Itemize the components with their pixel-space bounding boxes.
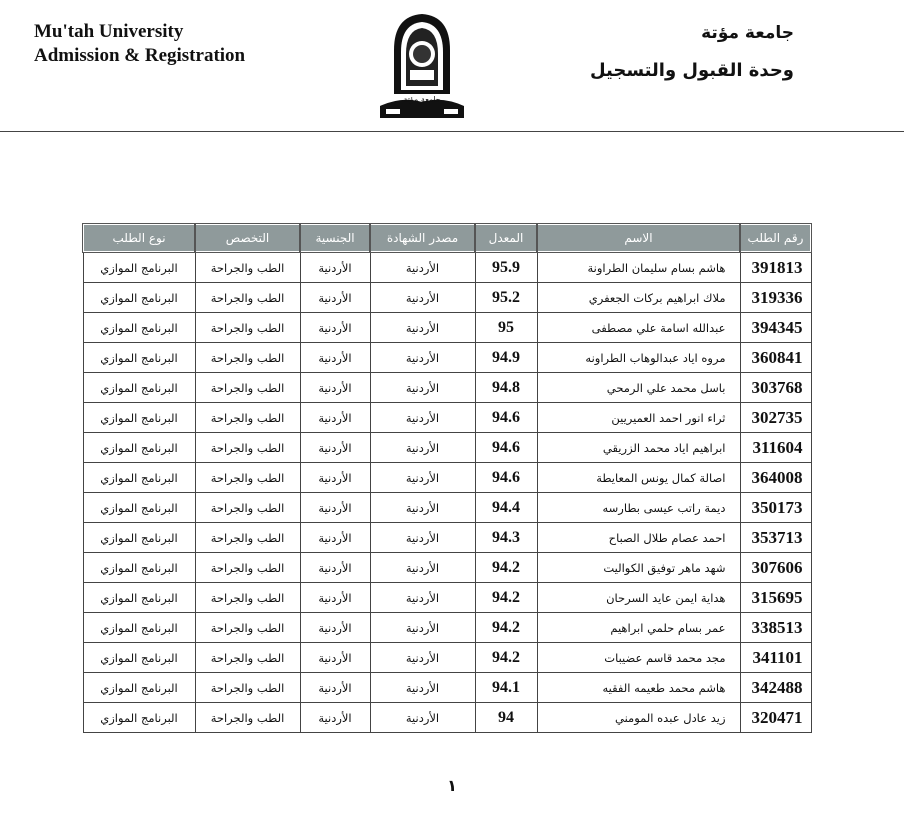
table-row [83, 403, 811, 433]
cell-source: الأردنية [370, 523, 475, 553]
cell-type: البرنامج الموازي [83, 613, 195, 643]
cell-type: البرنامج الموازي [83, 493, 195, 523]
cell-major: الطب والجراحة [195, 463, 300, 493]
cell-type: البرنامج الموازي [83, 252, 195, 283]
cell-source: الأردنية [370, 613, 475, 643]
table-row [83, 373, 811, 403]
cell-avg: 94.6 [475, 403, 537, 433]
cell-avg: 94.3 [475, 523, 537, 553]
cell-name: ابراهيم اياد محمد الزريقي [537, 433, 740, 463]
cell-avg: 94.9 [475, 343, 537, 373]
cell-major: الطب والجراحة [195, 643, 300, 673]
page-number: ١ [447, 776, 457, 795]
cell-name: شهد ماهر توفيق الكواليت [537, 553, 740, 583]
cell-name: ملاك ابراهيم بركات الجعفري [537, 283, 740, 313]
header-arabic [590, 18, 794, 86]
col-certificate-source: مصدر الشهادة [370, 224, 475, 252]
table-row [83, 493, 811, 523]
cell-type: البرنامج الموازي [83, 553, 195, 583]
cell-avg: 94.2 [475, 613, 537, 643]
cell-type: البرنامج الموازي [83, 313, 195, 343]
cell-nationality: الأردنية [300, 433, 370, 463]
cell-id: 360841 [740, 343, 811, 373]
cell-source: الأردنية [370, 313, 475, 343]
table-row [83, 283, 811, 313]
cell-major: الطب والجراحة [195, 553, 300, 583]
cell-id: 391813 [740, 252, 811, 283]
cell-type: البرنامج الموازي [83, 283, 195, 313]
cell-name: عمر بسام حلمي ابراهيم [537, 613, 740, 643]
table-row [83, 252, 811, 283]
cell-avg: 94.2 [475, 583, 537, 613]
cell-name: اصالة كمال يونس المعايطة [537, 463, 740, 493]
header-divider [0, 131, 904, 132]
cell-type: البرنامج الموازي [83, 673, 195, 703]
cell-major: الطب والجراحة [195, 433, 300, 463]
cell-nationality: الأردنية [300, 343, 370, 373]
cell-id: 353713 [740, 523, 811, 553]
cell-major: الطب والجراحة [195, 523, 300, 553]
cell-source: الأردنية [370, 252, 475, 283]
admission-table [82, 223, 812, 733]
cell-nationality: الأردنية [300, 553, 370, 583]
cell-source: الأردنية [370, 283, 475, 313]
cell-nationality: الأردنية [300, 613, 370, 643]
table-row [83, 673, 811, 703]
cell-major: الطب والجراحة [195, 703, 300, 733]
cell-nationality: الأردنية [300, 283, 370, 313]
cell-source: الأردنية [370, 703, 475, 733]
cell-nationality: الأردنية [300, 523, 370, 553]
university-logo [372, 10, 472, 122]
cell-avg: 94.2 [475, 553, 537, 583]
cell-id: 311604 [740, 433, 811, 463]
department-name-ar: وحدة القبول والتسجيل [589, 60, 794, 81]
table-row [83, 613, 811, 643]
col-nationality: الجنسية [300, 224, 370, 252]
cell-nationality: الأردنية [300, 493, 370, 523]
cell-source: الأردنية [370, 373, 475, 403]
col-request-type: نوع الطلب [83, 224, 195, 252]
cell-type: البرنامج الموازي [83, 373, 195, 403]
cell-source: الأردنية [370, 403, 475, 433]
cell-type: البرنامج الموازي [83, 343, 195, 373]
cell-source: الأردنية [370, 463, 475, 493]
table-row [83, 553, 811, 583]
cell-type: البرنامج الموازي [83, 433, 195, 463]
cell-type: البرنامج الموازي [83, 643, 195, 673]
cell-name: ديمة راتب عيسى بطارسه [537, 493, 740, 523]
cell-major: الطب والجراحة [195, 252, 300, 283]
cell-source: الأردنية [370, 553, 475, 583]
cell-type: البرنامج الموازي [83, 523, 195, 553]
cell-avg: 95.9 [475, 252, 537, 283]
cell-nationality: الأردنية [300, 583, 370, 613]
cell-source: الأردنية [370, 433, 475, 463]
cell-avg: 94 [475, 703, 537, 733]
cell-name: مجد محمد قاسم عضيبات [537, 643, 740, 673]
col-name: الاسم [537, 224, 740, 252]
col-request-number: رقم الطلب [740, 224, 811, 252]
table-row [83, 703, 811, 733]
header-english [34, 20, 245, 68]
cell-nationality: الأردنية [300, 373, 370, 403]
cell-name: عبدالله اسامة علي مصطفى [537, 313, 740, 343]
department-name-en: Admission & Registration [34, 45, 246, 66]
cell-nationality: الأردنية [300, 403, 370, 433]
cell-id: 320471 [740, 703, 811, 733]
cell-nationality: الأردنية [300, 643, 370, 673]
cell-id: 319336 [740, 283, 811, 313]
cell-avg: 94.6 [475, 463, 537, 493]
cell-nationality: الأردنية [300, 673, 370, 703]
cell-name: باسل محمد علي الرمحي [537, 373, 740, 403]
cell-major: الطب والجراحة [195, 283, 300, 313]
cell-type: البرنامج الموازي [83, 703, 195, 733]
cell-name: ثراء انور احمد العميريين [537, 403, 740, 433]
cell-nationality: الأردنية [300, 252, 370, 283]
cell-major: الطب والجراحة [195, 373, 300, 403]
cell-name: زيد عادل عبده المومني [537, 703, 740, 733]
cell-avg: 94.1 [475, 673, 537, 703]
table-header-row [83, 224, 811, 252]
cell-name: هاشم محمد طعيمه الفقيه [537, 673, 740, 703]
cell-nationality: الأردنية [300, 703, 370, 733]
cell-source: الأردنية [370, 583, 475, 613]
col-major: التخصص [195, 224, 300, 252]
cell-avg: 94.8 [475, 373, 537, 403]
cell-avg: 94.4 [475, 493, 537, 523]
cell-name: هداية ايمن عايد السرحان [537, 583, 740, 613]
cell-id: 302735 [740, 403, 811, 433]
cell-source: الأردنية [370, 343, 475, 373]
cell-avg: 95 [475, 313, 537, 343]
col-average: المعدل [475, 224, 537, 252]
cell-avg: 94.2 [475, 643, 537, 673]
cell-nationality: الأردنية [300, 463, 370, 493]
cell-id: 315695 [740, 583, 811, 613]
cell-major: الطب والجراحة [195, 343, 300, 373]
cell-id: 394345 [740, 313, 811, 343]
table-row [83, 583, 811, 613]
table-row [83, 343, 811, 373]
table-row [83, 313, 811, 343]
university-name-ar: جامعة مؤتة [701, 23, 794, 43]
cell-id: 364008 [740, 463, 811, 493]
cell-major: الطب والجراحة [195, 613, 300, 643]
cell-avg: 94.6 [475, 433, 537, 463]
cell-major: الطب والجراحة [195, 583, 300, 613]
table-row [83, 463, 811, 493]
cell-major: الطب والجراحة [195, 493, 300, 523]
cell-id: 303768 [740, 373, 811, 403]
cell-id: 338513 [740, 613, 811, 643]
cell-nationality: الأردنية [300, 313, 370, 343]
cell-source: الأردنية [370, 673, 475, 703]
cell-type: البرنامج الموازي [83, 463, 195, 493]
cell-id: 307606 [740, 553, 811, 583]
table-row [83, 643, 811, 673]
cell-source: الأردنية [370, 643, 475, 673]
logo-text: جامعة مؤتة [403, 95, 441, 104]
cell-major: الطب والجراحة [195, 403, 300, 433]
cell-avg: 95.2 [475, 283, 537, 313]
cell-name: احمد عصام طلال الصباح [537, 523, 740, 553]
table-row [83, 523, 811, 553]
cell-type: البرنامج الموازي [83, 403, 195, 433]
cell-id: 342488 [740, 673, 811, 703]
cell-id: 350173 [740, 493, 811, 523]
cell-source: الأردنية [370, 493, 475, 523]
university-name-en: Mu'tah University [34, 21, 184, 42]
table-row [83, 433, 811, 463]
cell-major: الطب والجراحة [195, 673, 300, 703]
cell-name: مروه اياد عبدالوهاب الطراونه [537, 343, 740, 373]
cell-id: 341101 [740, 643, 811, 673]
cell-type: البرنامج الموازي [83, 583, 195, 613]
cell-major: الطب والجراحة [195, 313, 300, 343]
cell-name: هاشم بسام سليمان الطراونة [537, 252, 740, 283]
